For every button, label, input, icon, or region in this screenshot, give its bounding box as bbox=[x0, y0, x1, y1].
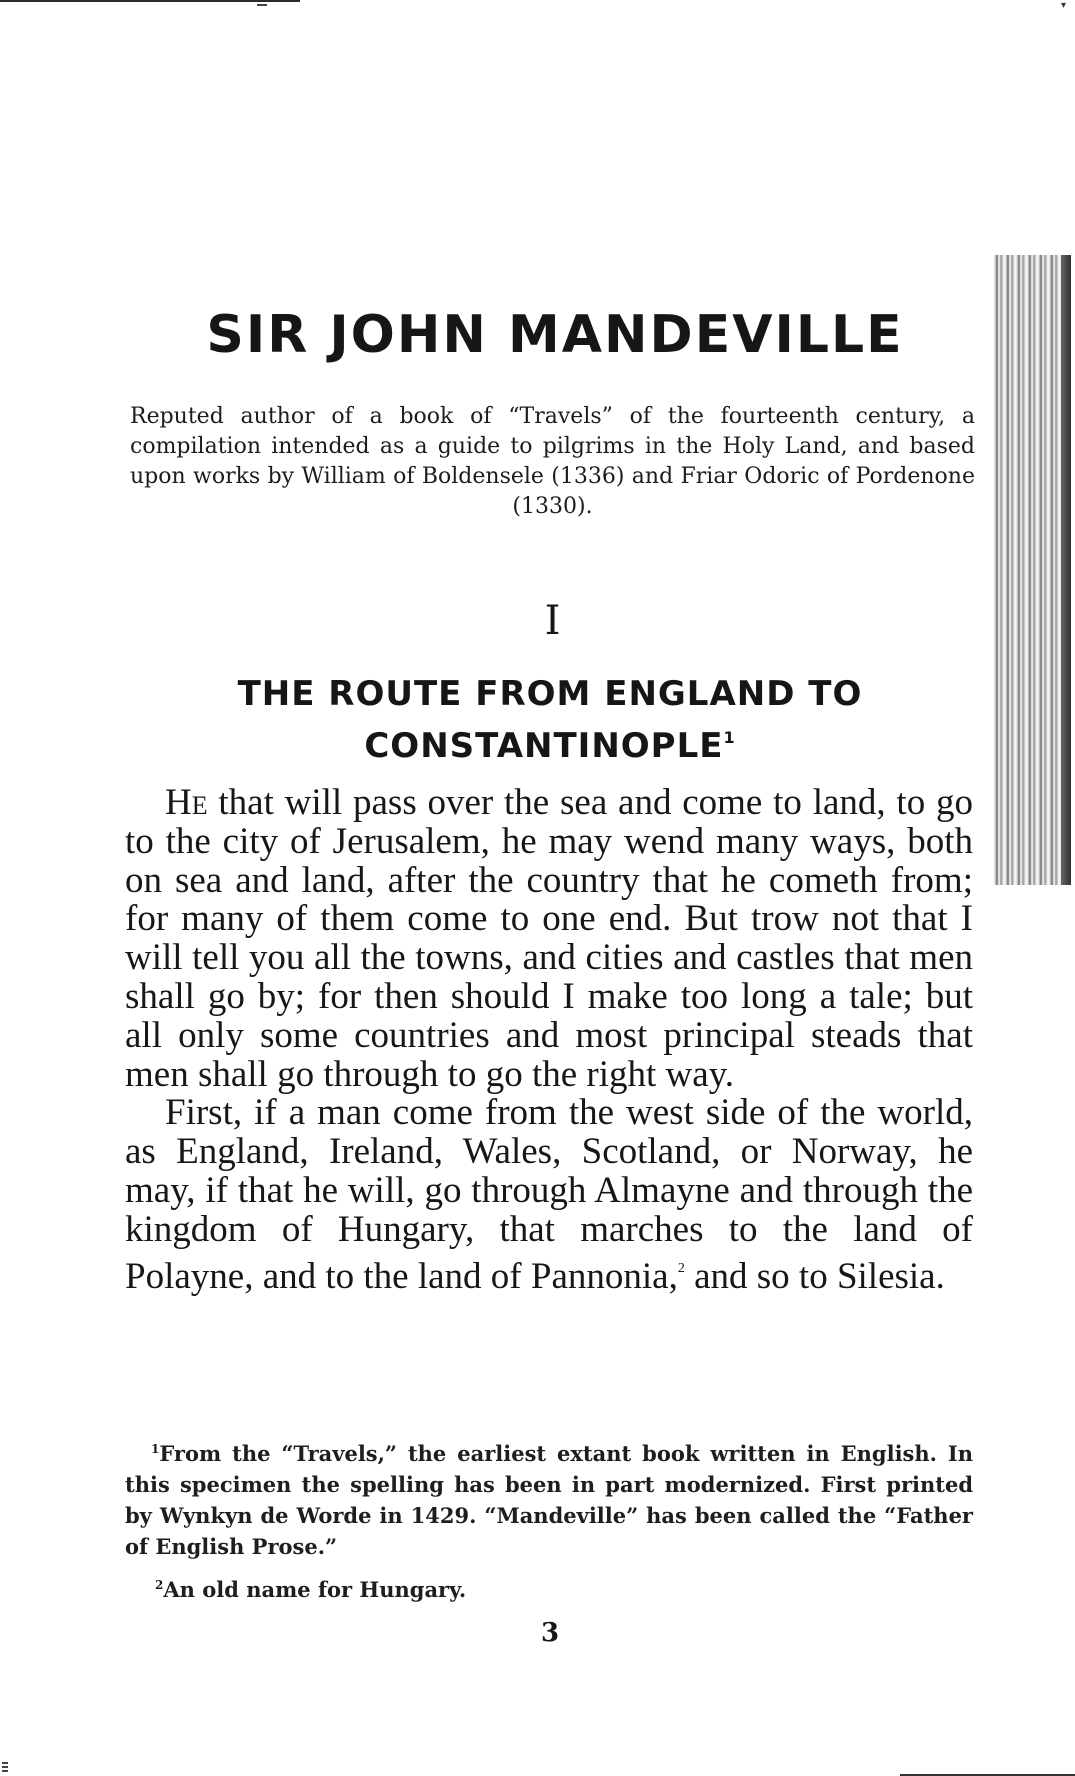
footnote-2 bbox=[125, 1570, 973, 1605]
scan-edge-mark bbox=[257, 4, 267, 6]
footnote-ref-2: 2 bbox=[677, 1260, 685, 1276]
footnote-1-mark: 1 bbox=[151, 1442, 160, 1456]
paragraph-2-text: First, if a man come from the west side of the world, as England, Ireland, Wales, Scotland, or Norway, he may, if that he will, go through Almayne and through the kingdom of Hungary, that marches to the land of Polayne, and to the land of Pannonia, bbox=[125, 1092, 973, 1297]
chapter-number: I bbox=[544, 598, 561, 644]
chapter-heading-text: THE ROUTE FROM ENGLAND TO CONSTANTINOPLE bbox=[237, 674, 863, 766]
paragraph-2-end: and so to Silesia. bbox=[684, 1255, 945, 1297]
footnote-ref-1: 1 bbox=[723, 728, 736, 747]
scan-speck bbox=[2, 1760, 8, 1772]
paragraph-1-lead: He bbox=[165, 782, 208, 823]
footnotes bbox=[125, 1434, 973, 1605]
scan-corner-mark: ▾ bbox=[1061, 0, 1067, 11]
scan-edge-line bbox=[0, 0, 300, 2]
page-title: SIR JOHN MANDEVILLE bbox=[206, 305, 904, 365]
paragraph-2 bbox=[125, 1094, 973, 1296]
footnote-2-mark: 2 bbox=[155, 1578, 164, 1592]
footnote-1 bbox=[125, 1434, 973, 1562]
body-text bbox=[125, 784, 973, 1296]
page-binding-edge bbox=[993, 255, 1071, 885]
chapter-heading bbox=[150, 673, 950, 768]
footnote-1-text: From the “Travels,” the earliest extant book written in English. In this specimen the spelling has been in part modernized. First printed by Wynkyn de Worde in 1429. “Mandeville” has been called the “Father of English Prose.” bbox=[125, 1441, 973, 1559]
paragraph-1 bbox=[125, 784, 973, 1094]
author-description: Reputed author of a book of “Travels” of the fourteenth century, a compilation intended as a guide to pilgrims in the Holy Land, and based upon works by William of Boldensele (1336) and Friar Odoric of Pordenone (1330). bbox=[130, 404, 975, 519]
page-number: 3 bbox=[540, 1618, 560, 1648]
paragraph-1-text: that will pass over the sea and come to land, to go to the city of Jerusalem, he may wend many ways, both on sea and land, after the country that he cometh from; for many of them come to one end. But trow not that I will tell you all the towns, and cities and castles that men shall go by; for then should I make too long a tale; but all only some countries and most principal steads that men shall go through to go the right way. bbox=[125, 782, 973, 1095]
footnote-2-text: An old name for Hungary. bbox=[163, 1577, 467, 1602]
